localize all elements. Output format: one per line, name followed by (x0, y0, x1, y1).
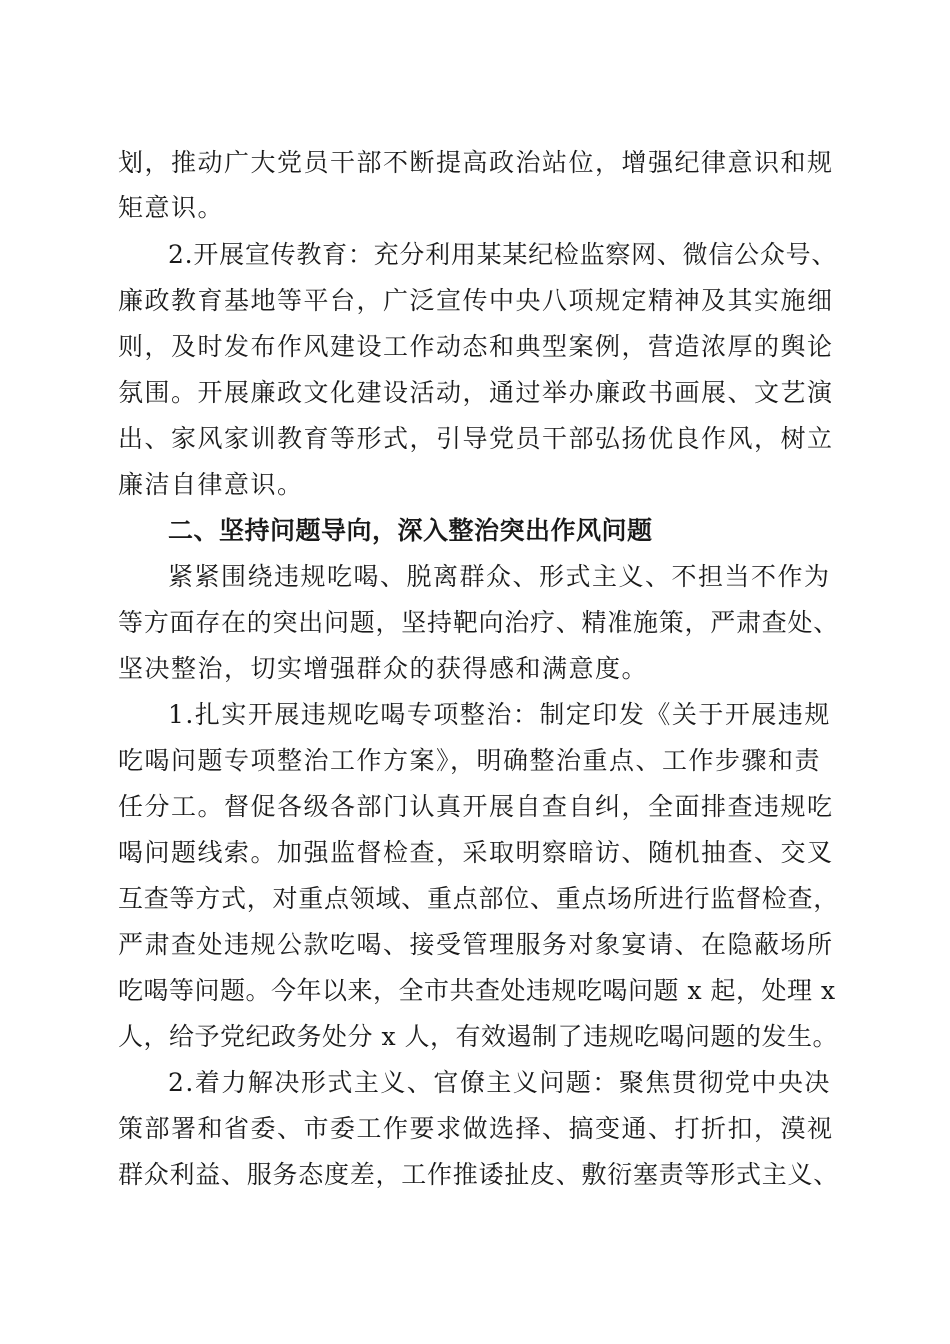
body-text-line: 则，及时发布作风建设工作动态和典型案例，营造浓厚的舆论 (118, 332, 834, 361)
body-text-line: 喝问题线索。加强监督检查，采取明察暗访、随机抽查、交叉 (118, 838, 834, 867)
body-text-line: 群众利益、服务态度差，工作推诿扯皮、敷衍塞责等形式主义、 (118, 1160, 840, 1189)
body-text-line: 2.着力解决形式主义、官僚主义问题：聚焦贯彻党中央决 (168, 1068, 831, 1097)
body-text-line: 策部署和省委、市委工作要求做选择、搞变通、打折扣，漠视 (118, 1114, 834, 1143)
body-text-line: 坚决整治，切实增强群众的获得感和满意度。 (118, 654, 649, 683)
body-text-line: 人，给予党纪政务处分 x 人，有效遏制了违规吃喝问题的发生。 (118, 1022, 838, 1051)
body-text-line: 出、家风家训教育等形式，引导党员干部弘扬优良作风，树立 (118, 424, 834, 453)
body-text-line: 等方面存在的突出问题，坚持靶向治疗、精准施策，严肃查处、 (118, 608, 840, 637)
body-text-line: 吃喝等问题。今年以来，全市共查处违规吃喝问题 x 起，处理 x (118, 976, 836, 1005)
body-text-line: 廉政教育基地等平台，广泛宣传中央八项规定精神及其实施细 (118, 286, 834, 315)
body-text-line: 氛围。开展廉政文化建设活动，通过举办廉政书画展、文艺演 (118, 378, 834, 407)
body-text-line: 划，推动广大党员干部不断提高政治站位，增强纪律意识和规 (118, 148, 834, 177)
body-text-line: 互查等方式，对重点领域、重点部位、重点场所进行监督检查， (118, 884, 840, 913)
body-text-line: 廉洁自律意识。 (118, 470, 304, 499)
body-text-line: 矩意识。 (118, 193, 225, 222)
section-heading: 二、坚持问题导向，深入整治突出作风问题 (168, 516, 653, 545)
body-text-line: 严肃查处违规公款吃喝、接受管理服务对象宴请、在隐蔽场所 (118, 930, 834, 959)
body-text-line: 紧紧围绕违规吃喝、脱离群众、形式主义、不担当不作为 (168, 562, 831, 591)
body-text-line: 吃喝问题专项整治工作方案》，明确整治重点、工作步骤和责 (118, 746, 822, 775)
body-text-line: 1.扎实开展违规吃喝专项整治：制定印发《关于开展违规 (168, 700, 831, 729)
body-text-line: 任分工。督促各级各部门认真开展自查自纠，全面排查违规吃 (118, 792, 834, 821)
body-text-line: 2.开展宣传教育：充分利用某某纪检监察网、微信公众号、 (168, 240, 838, 269)
